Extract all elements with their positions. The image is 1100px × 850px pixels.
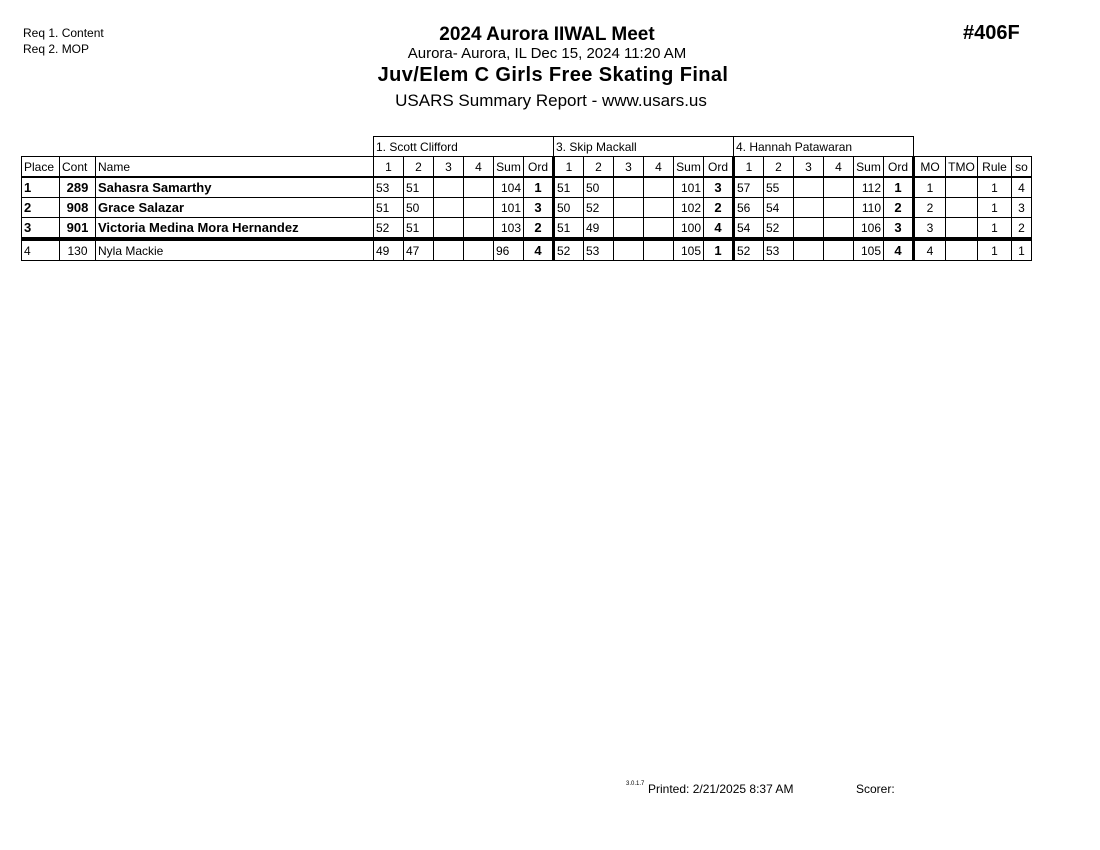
score-cell bbox=[824, 177, 854, 198]
col-j3-s3: 3 bbox=[794, 157, 824, 178]
sum-cell: 105 bbox=[854, 239, 884, 261]
col-j1-s1: 1 bbox=[374, 157, 404, 178]
score-cell bbox=[434, 239, 464, 261]
sum-cell: 102 bbox=[674, 198, 704, 218]
score-cell: 51 bbox=[554, 177, 584, 198]
col-j3-s4: 4 bbox=[824, 157, 854, 178]
so-cell: 2 bbox=[1012, 218, 1032, 240]
name-cell: Nyla Mackie bbox=[96, 239, 374, 261]
col-j2-s1: 1 bbox=[554, 157, 584, 178]
col-rule: Rule bbox=[978, 157, 1012, 178]
ord-cell: 3 bbox=[704, 177, 734, 198]
judge-1-name: 1. Scott Clifford bbox=[374, 137, 554, 157]
score-cell: 52 bbox=[584, 198, 614, 218]
col-place: Place bbox=[22, 157, 60, 178]
score-cell: 56 bbox=[734, 198, 764, 218]
ord-cell: 4 bbox=[704, 218, 734, 240]
so-cell: 4 bbox=[1012, 177, 1032, 198]
col-cont: Cont bbox=[60, 157, 96, 178]
score-cell bbox=[614, 239, 644, 261]
rule-cell: 1 bbox=[978, 177, 1012, 198]
score-cell bbox=[464, 177, 494, 198]
score-cell bbox=[644, 198, 674, 218]
score-cell bbox=[434, 177, 464, 198]
score-cell bbox=[824, 198, 854, 218]
software-version: 3.0.1.7 bbox=[626, 781, 645, 787]
judge-2-name: 3. Skip Mackall bbox=[554, 137, 734, 157]
score-cell: 54 bbox=[764, 198, 794, 218]
score-cell: 51 bbox=[404, 177, 434, 198]
table-row bbox=[22, 198, 1032, 218]
score-cell bbox=[614, 177, 644, 198]
requirement-1: Req 1. Content bbox=[23, 26, 104, 40]
ord-cell: 3 bbox=[524, 198, 554, 218]
requirement-2: Req 2. MOP bbox=[23, 42, 90, 56]
col-j1-s4: 4 bbox=[464, 157, 494, 178]
sum-cell: 112 bbox=[854, 177, 884, 198]
col-j1-s3: 3 bbox=[434, 157, 464, 178]
ord-cell: 4 bbox=[884, 239, 914, 261]
sum-cell: 105 bbox=[674, 239, 704, 261]
score-cell: 49 bbox=[374, 239, 404, 261]
place-cell: 3 bbox=[22, 218, 60, 240]
score-cell bbox=[644, 239, 674, 261]
score-cell: 55 bbox=[764, 177, 794, 198]
sum-cell: 103 bbox=[494, 218, 524, 240]
col-j2-sum: Sum bbox=[674, 157, 704, 178]
score-cell bbox=[464, 218, 494, 240]
score-cell: 52 bbox=[374, 218, 404, 240]
col-so: so bbox=[1012, 157, 1032, 178]
score-cell bbox=[644, 177, 674, 198]
rule-cell: 1 bbox=[978, 239, 1012, 261]
ord-cell: 2 bbox=[884, 198, 914, 218]
ord-cell: 1 bbox=[884, 177, 914, 198]
score-cell: 51 bbox=[554, 218, 584, 240]
column-header-row bbox=[22, 157, 1032, 178]
event-title: Juv/Elem C Girls Free Skating Final bbox=[377, 64, 729, 86]
col-j3-ord: Ord bbox=[884, 157, 914, 178]
col-mo: MO bbox=[914, 157, 946, 178]
score-cell: 50 bbox=[554, 198, 584, 218]
col-name: Name bbox=[96, 157, 374, 178]
name-cell: Sahasra Samarthy bbox=[96, 177, 374, 198]
mo-cell: 3 bbox=[914, 218, 946, 240]
cont-cell: 130 bbox=[60, 239, 96, 261]
scorer-label: Scorer: bbox=[856, 782, 895, 796]
sum-cell: 110 bbox=[854, 198, 884, 218]
mo-cell: 4 bbox=[914, 239, 946, 261]
cont-cell: 908 bbox=[60, 198, 96, 218]
score-cell: 52 bbox=[734, 239, 764, 261]
score-cell: 53 bbox=[374, 177, 404, 198]
score-cell bbox=[434, 198, 464, 218]
ord-cell: 4 bbox=[524, 239, 554, 261]
ord-cell: 1 bbox=[704, 239, 734, 261]
score-cell: 51 bbox=[404, 218, 434, 240]
name-cell: Victoria Medina Mora Hernandez bbox=[96, 218, 374, 240]
score-cell: 54 bbox=[734, 218, 764, 240]
cont-cell: 901 bbox=[60, 218, 96, 240]
col-j2-s4: 4 bbox=[644, 157, 674, 178]
rule-cell: 1 bbox=[978, 218, 1012, 240]
col-j2-s3: 3 bbox=[614, 157, 644, 178]
score-cell bbox=[824, 239, 854, 261]
so-cell: 3 bbox=[1012, 198, 1032, 218]
meet-title: 2024 Aurora IIWAL Meet bbox=[439, 24, 655, 45]
score-cell: 47 bbox=[404, 239, 434, 261]
ord-cell: 2 bbox=[704, 198, 734, 218]
report-title: USARS Summary Report - www.usars.us bbox=[395, 91, 707, 110]
judge-3-name: 4. Hannah Patawaran bbox=[734, 137, 914, 157]
tmo-cell bbox=[946, 218, 978, 240]
score-cell bbox=[614, 198, 644, 218]
table-row bbox=[22, 218, 1032, 240]
score-cell bbox=[644, 218, 674, 240]
col-j1-s2: 2 bbox=[404, 157, 434, 178]
place-cell: 1 bbox=[22, 177, 60, 198]
sum-cell: 96 bbox=[494, 239, 524, 261]
col-j3-s1: 1 bbox=[734, 157, 764, 178]
printed-timestamp: Printed: 2/21/2025 8:37 AM bbox=[648, 782, 794, 796]
sum-cell: 106 bbox=[854, 218, 884, 240]
score-cell bbox=[794, 198, 824, 218]
score-cell: 53 bbox=[584, 239, 614, 261]
ord-cell: 1 bbox=[524, 177, 554, 198]
results-table bbox=[21, 136, 1032, 261]
col-j3-sum: Sum bbox=[854, 157, 884, 178]
col-j3-s2: 2 bbox=[764, 157, 794, 178]
score-cell: 51 bbox=[374, 198, 404, 218]
mo-cell: 2 bbox=[914, 198, 946, 218]
col-j2-s2: 2 bbox=[584, 157, 614, 178]
score-cell bbox=[434, 218, 464, 240]
sum-cell: 101 bbox=[494, 198, 524, 218]
sum-cell: 104 bbox=[494, 177, 524, 198]
so-cell: 1 bbox=[1012, 239, 1032, 261]
table-row bbox=[22, 239, 1032, 261]
tmo-cell bbox=[946, 239, 978, 261]
score-cell bbox=[794, 177, 824, 198]
place-cell: 4 bbox=[22, 239, 60, 261]
name-cell: Grace Salazar bbox=[96, 198, 374, 218]
col-j1-sum: Sum bbox=[494, 157, 524, 178]
cont-cell: 289 bbox=[60, 177, 96, 198]
score-cell bbox=[464, 239, 494, 261]
place-cell: 2 bbox=[22, 198, 60, 218]
sum-cell: 101 bbox=[674, 177, 704, 198]
score-cell bbox=[824, 218, 854, 240]
rule-cell: 1 bbox=[978, 198, 1012, 218]
sum-cell: 100 bbox=[674, 218, 704, 240]
mo-cell: 1 bbox=[914, 177, 946, 198]
col-tmo: TMO bbox=[946, 157, 978, 178]
score-cell bbox=[464, 198, 494, 218]
score-cell bbox=[794, 218, 824, 240]
event-number: #406F bbox=[963, 22, 1020, 44]
meet-location: Aurora- Aurora, IL Dec 15, 2024 11:20 AM bbox=[407, 45, 687, 62]
score-cell: 50 bbox=[584, 177, 614, 198]
score-cell: 49 bbox=[584, 218, 614, 240]
col-j1-ord: Ord bbox=[524, 157, 554, 178]
tmo-cell bbox=[946, 177, 978, 198]
tmo-cell bbox=[946, 198, 978, 218]
score-cell: 52 bbox=[554, 239, 584, 261]
table-row bbox=[22, 177, 1032, 198]
score-cell: 52 bbox=[764, 218, 794, 240]
ord-cell: 3 bbox=[884, 218, 914, 240]
score-cell: 50 bbox=[404, 198, 434, 218]
score-cell: 57 bbox=[734, 177, 764, 198]
score-cell: 53 bbox=[764, 239, 794, 261]
ord-cell: 2 bbox=[524, 218, 554, 240]
judges-row bbox=[22, 137, 1032, 157]
score-cell bbox=[794, 239, 824, 261]
col-j2-ord: Ord bbox=[704, 157, 734, 178]
score-cell bbox=[614, 218, 644, 240]
